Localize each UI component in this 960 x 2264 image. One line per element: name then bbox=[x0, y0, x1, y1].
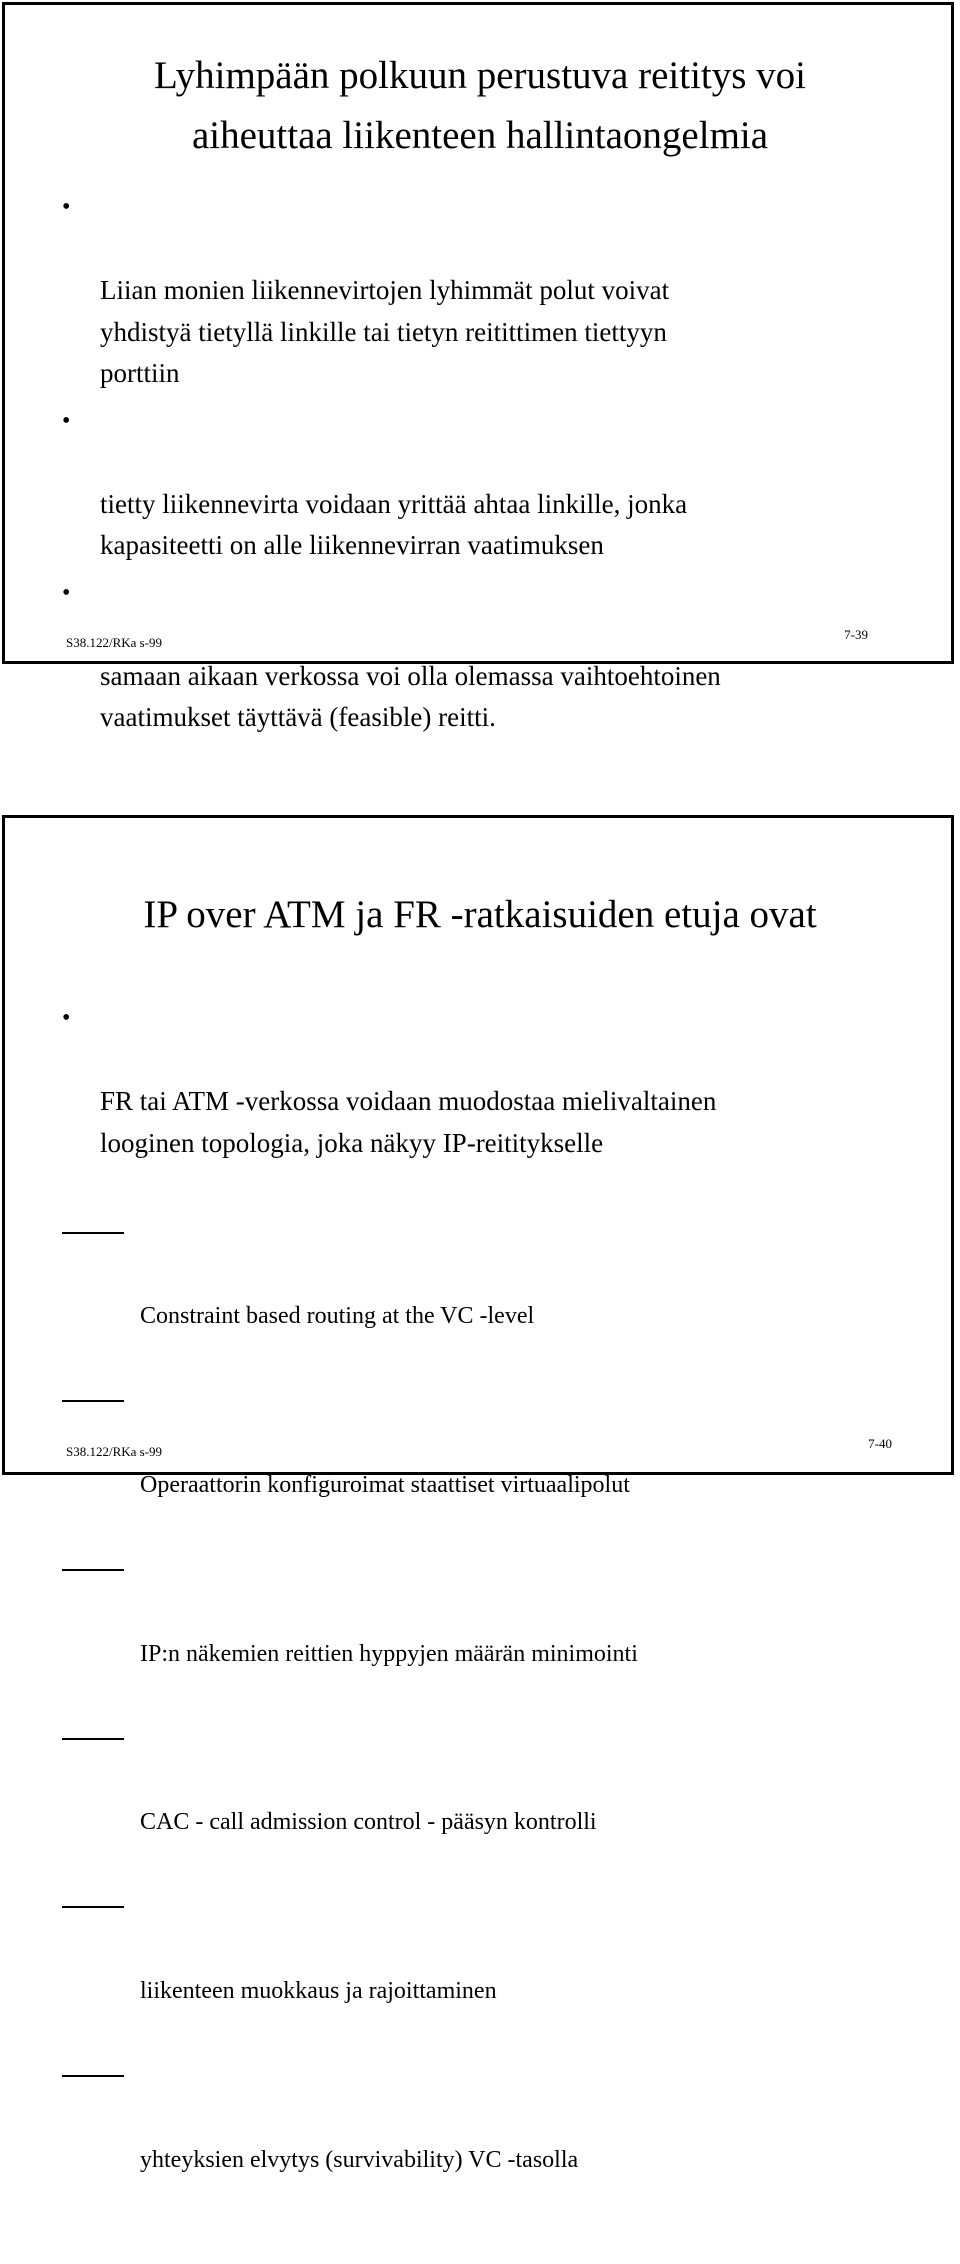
bullet-marker-icon: • bbox=[62, 407, 71, 434]
bullet-text: FR tai ATM -verkossa voidaan muodostaa mielivaltainen looginen topologia, joka näkyy IP-reititykselle bbox=[100, 1086, 717, 1158]
sub-item-text: liikenteen muokkaus ja rajoittaminen bbox=[140, 1978, 497, 2005]
slide-1-title: Lyhimpään polkuun perustuva reititys voi aiheuttaa liikenteen hallintaongelmia bbox=[153, 54, 807, 157]
bullet-text: tietty liikennevirta voidaan yrittää ahtaa linkille, jonka kapasiteetti on alle liikennevirran vaatimuksen bbox=[100, 488, 688, 560]
bullet-marker-icon: • bbox=[62, 194, 71, 220]
bullet-text: Liian monien liikennevirtojen lyhimmät polut voivat yhdistyä tietyllä linkille tai tietyn reitittimen tiettyyn porttiin bbox=[100, 275, 670, 388]
sub-item-text: Constraint based routing at the VC -level bbox=[140, 1303, 535, 1330]
slide-2-footer-source: S38.122/RKa s-99 bbox=[66, 1444, 163, 1459]
dash-marker-icon bbox=[62, 1885, 124, 1927]
slide-2-bullet-1 bbox=[62, 998, 930, 2264]
sub-item-survivability bbox=[62, 2054, 892, 2181]
sub-item-traffic-shaping bbox=[62, 1885, 892, 2012]
dash-marker-icon bbox=[62, 1211, 124, 1253]
bullet-marker-icon: • bbox=[62, 579, 71, 606]
bullet-text: samaan aikaan verkossa voi olla olemassa vaihtoehtoinen vaatimukset täyttävä (feasible) reitti. bbox=[100, 660, 721, 732]
sub-item-hop-minimization bbox=[62, 1548, 892, 1675]
slide-2-sub-list bbox=[62, 1169, 892, 2223]
slide-1-bullet-2 bbox=[62, 401, 930, 567]
slide-2-bullet-list bbox=[62, 998, 930, 2264]
sub-item-static-paths bbox=[62, 1379, 892, 1506]
slide-2-title: IP over ATM ja FR -ratkaisuiden etuja ovat bbox=[143, 893, 817, 936]
sub-item-text: Operaattorin konfiguroimat staattiset virtuaalipolut bbox=[140, 1472, 630, 1499]
sub-item-constraint-routing bbox=[62, 1211, 892, 1338]
slide-1-bullet-1 bbox=[62, 187, 930, 395]
sub-item-text: IP:n näkemien reittien hyppyjen määrän minimointi bbox=[140, 1640, 638, 1667]
slide-1-bullet-list bbox=[62, 187, 930, 739]
sub-item-cac bbox=[62, 1717, 892, 1844]
slide-1-page-number: 7-39 bbox=[844, 627, 868, 642]
dash-marker-icon bbox=[62, 1379, 124, 1421]
dash-marker-icon bbox=[62, 2054, 124, 2096]
sub-item-text: CAC - call admission control - pääsyn kontrolli bbox=[140, 1809, 597, 1836]
slide-1-footer-source: S38.122/RKa s-99 bbox=[66, 635, 163, 650]
dash-marker-icon bbox=[62, 1717, 124, 1759]
slide-1-bullet-3 bbox=[62, 573, 930, 739]
bullet-marker-icon: • bbox=[62, 1005, 71, 1031]
sub-item-text: yhteyksien elvytys (survivability) VC -tasolla bbox=[140, 2146, 579, 2173]
slide-2-page-number: 7-40 bbox=[868, 1436, 892, 1451]
dash-marker-icon bbox=[62, 1548, 124, 1590]
